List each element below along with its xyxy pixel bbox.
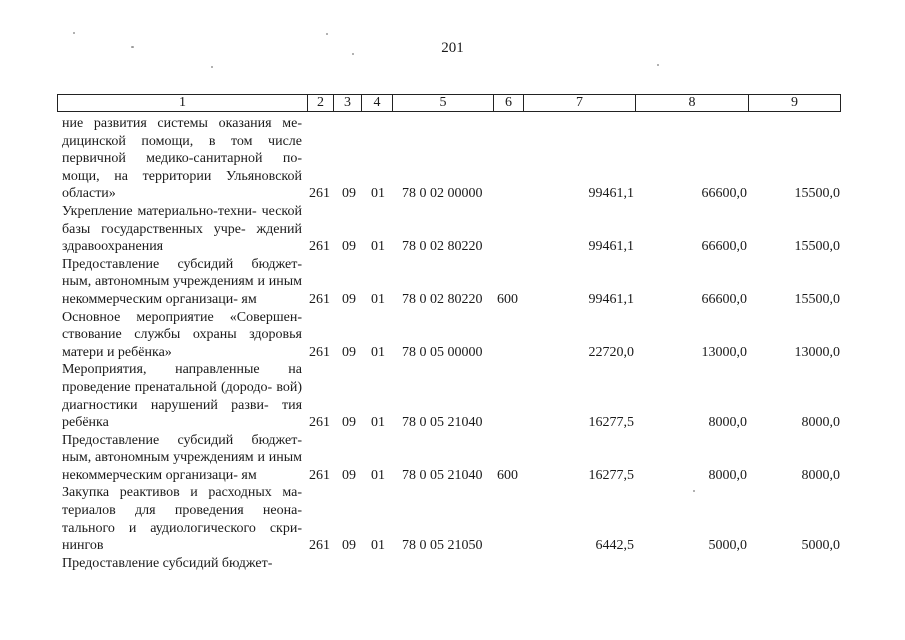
cell-col-5: 78 0 02 00000 xyxy=(402,186,483,202)
scan-speck xyxy=(326,33,328,35)
cell-col-8: 8000,0 xyxy=(708,467,747,483)
description-line: териалов для проведения неона- xyxy=(62,503,302,519)
cell-col-7: 22720,0 xyxy=(588,344,634,360)
cell-col-5: 78 0 05 21040 xyxy=(402,415,483,431)
description-line: ние развития системы оказания ме- xyxy=(62,116,302,131)
cell-col-9: 8000,0 xyxy=(801,415,840,431)
cell-col-7: 99461,1 xyxy=(588,291,634,307)
row-description xyxy=(62,361,302,431)
cell-col-3: 09 xyxy=(342,344,356,360)
cell-col-9: 15500,0 xyxy=(794,291,840,307)
description-line: ствование службы охраны здоровья xyxy=(62,327,302,343)
description-line: Мероприятия, направленные на xyxy=(62,362,302,378)
description-line: Предоставление субсидий бюджет- xyxy=(62,256,302,272)
row-description xyxy=(62,555,302,573)
row-description xyxy=(62,115,302,203)
description-line: нингов xyxy=(62,538,104,554)
description-line: мощи, на территории Ульяновской xyxy=(62,168,302,184)
cell-col-7: 99461,1 xyxy=(588,186,634,202)
cell-col-8: 13000,0 xyxy=(701,344,747,360)
row-description xyxy=(62,484,302,554)
cell-col-3: 09 xyxy=(342,415,356,431)
cell-col-9: 8000,0 xyxy=(801,467,840,483)
table-row xyxy=(0,432,905,485)
description-line: проведение пренатальной (дородо- xyxy=(62,379,273,395)
cell-col-4: 01 xyxy=(371,291,385,307)
cell-col-3: 09 xyxy=(342,467,356,483)
cell-col-8: 8000,0 xyxy=(708,415,747,431)
cell-col-9: 13000,0 xyxy=(794,344,840,360)
column-header-8: 8 xyxy=(636,95,749,112)
cell-col-5: 78 0 05 00000 xyxy=(402,344,483,360)
scan-speck xyxy=(131,46,134,48)
cell-col-8: 66600,0 xyxy=(701,186,747,202)
scan-speck xyxy=(211,66,213,68)
cell-col-8: 66600,0 xyxy=(701,291,747,307)
row-description xyxy=(62,256,302,309)
description-line: Предоставление субсидий бюджет- xyxy=(62,555,273,571)
column-header-9: 9 xyxy=(749,95,841,112)
description-line: Основное мероприятие «Совершен- xyxy=(62,309,302,325)
description-line: области» xyxy=(62,186,116,202)
column-header-6: 6 xyxy=(494,95,524,112)
cell-col-3: 09 xyxy=(342,538,356,554)
cell-col-4: 01 xyxy=(371,186,385,202)
description-line: первичной медико-санитарной по- xyxy=(62,151,302,167)
cell-col-7: 6442,5 xyxy=(595,538,634,554)
cell-col-5: 78 0 05 21040 xyxy=(402,467,483,483)
table-row xyxy=(0,309,905,362)
cell-col-7: 16277,5 xyxy=(588,415,634,431)
cell-col-7: 16277,5 xyxy=(588,467,634,483)
cell-col-8: 5000,0 xyxy=(708,538,747,554)
cell-col-9: 5000,0 xyxy=(801,538,840,554)
cell-col-3: 09 xyxy=(342,186,356,202)
cell-col-2: 261 xyxy=(309,239,330,255)
description-line: дицинской помощи, в том числе xyxy=(62,133,302,149)
description-line: Предоставление субсидий бюджет- xyxy=(62,432,302,448)
cell-col-2: 261 xyxy=(309,344,330,360)
scan-speck xyxy=(693,490,695,492)
cell-col-8: 66600,0 xyxy=(701,239,747,255)
description-line: ным, автономным учреждениям и xyxy=(62,274,265,290)
description-line: ям xyxy=(241,291,257,307)
column-header-table xyxy=(57,94,841,112)
cell-col-2: 261 xyxy=(309,467,330,483)
description-line: тия ребёнка xyxy=(62,397,303,431)
cell-col-7: 99461,1 xyxy=(588,239,634,255)
cell-col-4: 01 xyxy=(371,538,385,554)
row-description xyxy=(62,432,302,485)
row-description xyxy=(62,309,302,362)
cell-col-9: 15500,0 xyxy=(794,186,840,202)
column-header-7: 7 xyxy=(524,95,636,112)
table-row xyxy=(0,361,905,431)
scan-speck xyxy=(352,53,354,55)
cell-col-4: 01 xyxy=(371,344,385,360)
cell-col-4: 01 xyxy=(371,239,385,255)
cell-col-5: 78 0 02 80220 xyxy=(402,291,483,307)
column-header-row xyxy=(58,95,841,112)
cell-col-5: 78 0 05 21050 xyxy=(402,538,483,554)
column-header-5: 5 xyxy=(393,95,494,112)
cell-col-2: 261 xyxy=(309,186,330,202)
cell-col-9: 15500,0 xyxy=(794,239,840,255)
column-header-4: 4 xyxy=(362,95,393,112)
table-row xyxy=(0,555,905,573)
description-line: тального и аудиологического скри- xyxy=(62,520,302,536)
cell-col-6: 600 xyxy=(497,467,518,483)
cell-col-3: 09 xyxy=(342,291,356,307)
cell-col-5: 78 0 02 80220 xyxy=(402,239,483,255)
cell-col-4: 01 xyxy=(371,467,385,483)
column-header-3: 3 xyxy=(334,95,362,112)
description-line: ждений здравоохранения xyxy=(62,221,302,255)
description-line: иным некоммерческим организаци- xyxy=(62,450,302,483)
cell-col-6: 600 xyxy=(497,291,518,307)
table-row xyxy=(0,256,905,309)
description-line: Укрепление материально-техни- xyxy=(62,203,257,219)
table-row xyxy=(0,115,905,203)
column-header-2: 2 xyxy=(308,95,334,112)
scan-speck xyxy=(657,64,659,66)
cell-col-3: 09 xyxy=(342,239,356,255)
scan-speck xyxy=(73,32,75,34)
cell-col-2: 261 xyxy=(309,291,330,307)
description-line: матери и ребёнка» xyxy=(62,344,172,360)
description-line: ным, автономным учреждениям и xyxy=(62,450,265,466)
description-line: вой) диагностики нарушений разви- xyxy=(62,379,302,413)
table-row xyxy=(0,484,905,554)
cell-col-4: 01 xyxy=(371,415,385,431)
budget-table-body xyxy=(0,115,905,572)
cell-col-2: 261 xyxy=(309,415,330,431)
description-line: ческой базы государственных учре- xyxy=(62,203,302,237)
column-header-1: 1 xyxy=(58,95,308,112)
page-number: 201 xyxy=(441,40,464,56)
row-description xyxy=(62,203,302,256)
description-line: Закупка реактивов и расходных ма- xyxy=(62,485,302,501)
table-row xyxy=(0,203,905,256)
description-line: иным некоммерческим организаци- xyxy=(62,274,302,307)
description-line: ям xyxy=(241,467,257,483)
cell-col-2: 261 xyxy=(309,538,330,554)
